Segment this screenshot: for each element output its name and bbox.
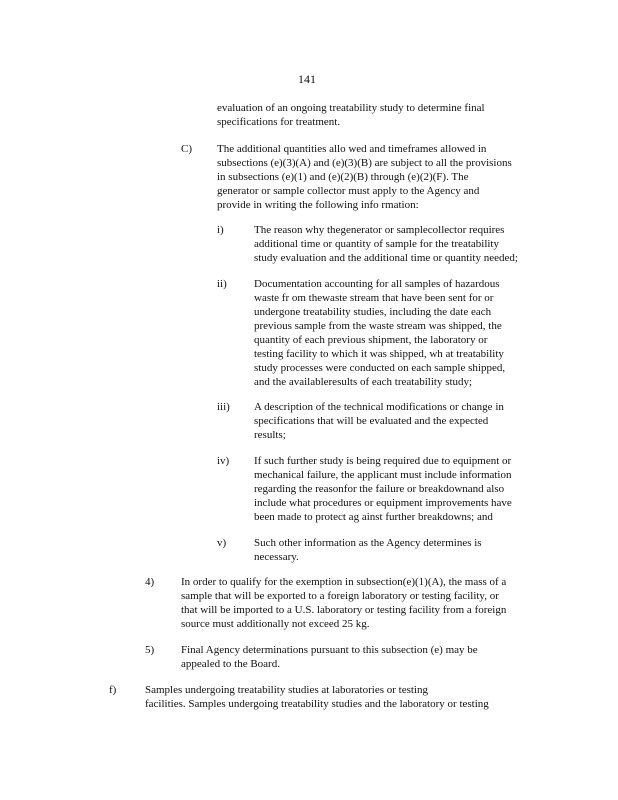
item-c-paragraph <box>217 142 535 212</box>
text-line: undergone treatability studies, including the date each <box>254 306 492 318</box>
text-line: testing facility to which it was shipped, wh at treatability <box>254 348 504 360</box>
page-number: 141 <box>298 72 316 86</box>
item-c-marker: C) <box>181 143 192 155</box>
text-line: appealed to the Board. <box>181 658 280 670</box>
text-line: mechanical failure, the applicant must include information <box>254 469 512 481</box>
text-line: The reason why thegenerator or samplecollector requires <box>254 224 505 236</box>
subitem-ii-paragraph <box>254 277 538 389</box>
item-5-marker: 5) <box>145 644 155 656</box>
item-f-paragraph <box>145 683 517 711</box>
item-5-paragraph <box>181 643 507 671</box>
text-line: regarding the reasonfor the failure or breakdownand also <box>254 483 505 495</box>
text-line: evaluation of an ongoing treatability study to determine final <box>217 102 485 114</box>
text-line: additional time or quantity of sample for the treatability <box>254 238 499 250</box>
subitem-iii-marker: iii) <box>217 401 230 413</box>
text-line: study processes were conducted on each sample shipped, <box>254 362 506 374</box>
text-line: specifications for treatment. <box>217 116 341 128</box>
text-line: Such other information as the Agency determines is <box>254 537 482 549</box>
text-line: facilities. Samples undergoing treatability studies and the laboratory or testing <box>145 698 489 710</box>
item-4-paragraph <box>181 575 537 631</box>
subitem-iv-paragraph <box>254 454 538 524</box>
text-line: A description of the technical modifications or change in <box>254 401 504 413</box>
text-line: Samples undergoing treatability studies at laboratories or testing <box>145 684 428 696</box>
continuation-paragraph <box>217 101 507 129</box>
subitem-iii-paragraph <box>254 400 528 442</box>
subitem-iv-marker: iv) <box>217 455 230 467</box>
text-line: In order to qualify for the exemption in subsection(e)(1)(A), the mass of a <box>181 576 507 588</box>
text-line: quantity of each previous shipment, the laboratory or <box>254 334 488 346</box>
subitem-i-marker: i) <box>217 224 224 236</box>
text-line: subsections (e)(3)(A) and (e)(3)(B) are subject to all the provisions <box>217 157 512 169</box>
text-line: sample that will be exported to a foreign laboratory or testing facility, or <box>181 590 499 602</box>
item-4-marker: 4) <box>145 576 155 588</box>
text-line: necessary. <box>254 551 299 563</box>
text-line: The additional quantities allo wed and timeframes allowed in <box>217 143 487 155</box>
subitem-v-paragraph <box>254 536 506 564</box>
text-line: Documentation accounting for all samples of hazardous <box>254 278 500 290</box>
text-line: in subsections (e)(1) and (e)(2)(B) through (e)(2)(F). The <box>217 171 469 183</box>
subitem-ii-marker: ii) <box>217 278 227 290</box>
text-line: results; <box>254 429 286 441</box>
text-line: been made to protect ag ainst further breakdowns; and <box>254 511 493 523</box>
subitem-i-paragraph <box>254 223 538 265</box>
text-line: specifications that will be evaluated and the expected <box>254 415 489 427</box>
text-line: previous sample from the waste stream was shipped, the <box>254 320 502 332</box>
text-line: include what procedures or equipment improvements have <box>254 497 512 509</box>
item-f-marker: f) <box>109 684 117 696</box>
text-line: that will be imported to a U.S. laboratory or testing facility from a foreign <box>181 604 507 616</box>
text-line: waste fr om thewaste stream that have been sent for or <box>254 292 494 304</box>
text-line: If such further study is being required due to equipment or <box>254 455 512 467</box>
text-line: generator or sample collector must apply to the Agency and <box>217 185 480 197</box>
text-line: study evaluation and the additional time or quantity needed; <box>254 252 518 264</box>
text-line: and the availableresults of each treatability study; <box>254 376 473 388</box>
text-line: Final Agency determinations pursuant to this subsection (e) may be <box>181 644 478 656</box>
text-line: source must additionally not exceed 25 kg. <box>181 618 370 630</box>
text-line: provide in writing the following info rmation: <box>217 199 419 211</box>
subitem-v-marker: v) <box>217 537 227 549</box>
